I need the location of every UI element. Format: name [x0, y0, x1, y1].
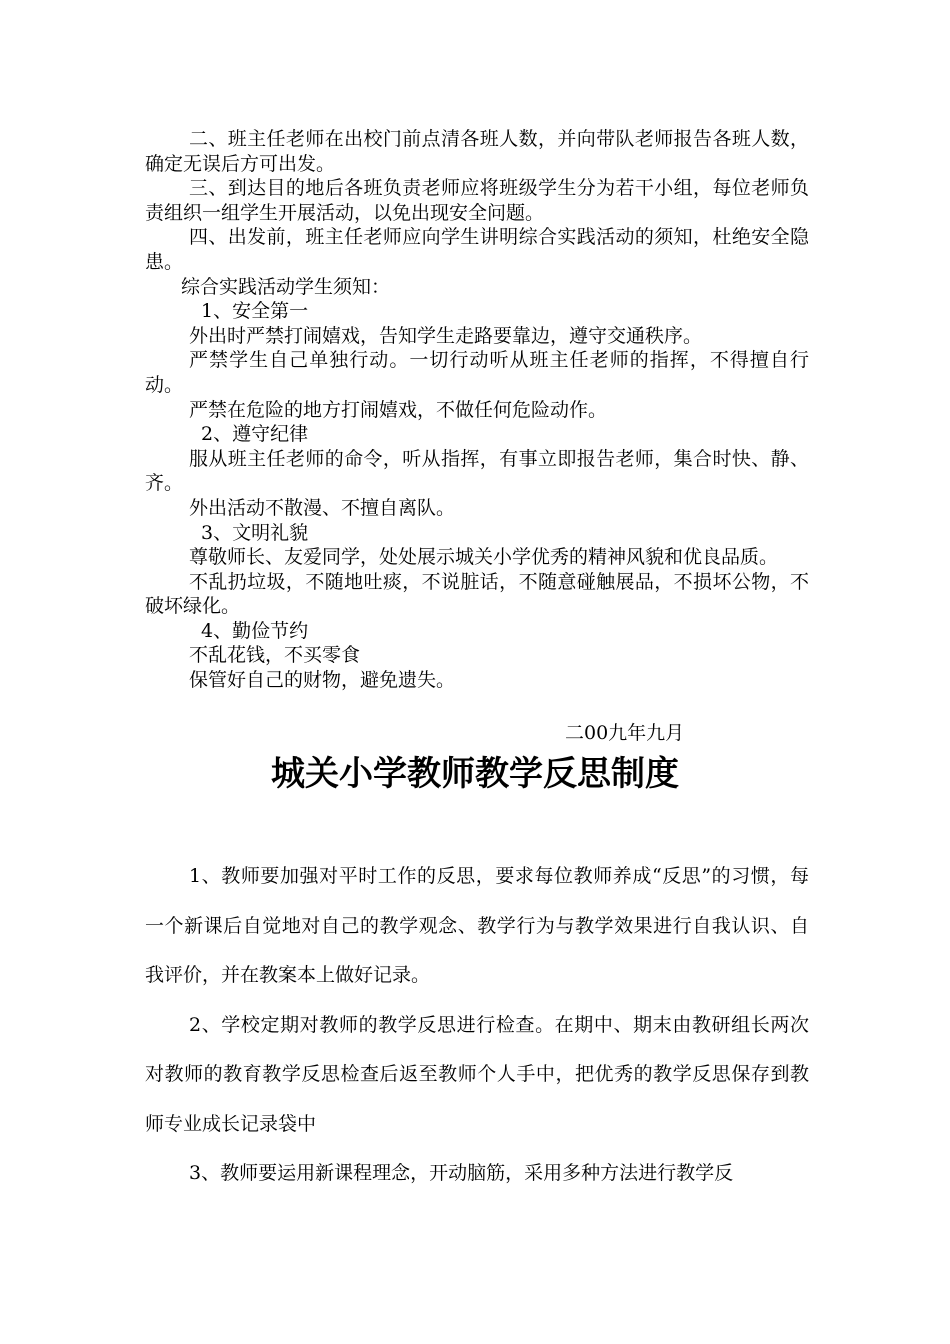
notice-paragraph: 服从班主任老师的命令，听从指挥，有事立即报告老师，集合时快、静、齐。	[145, 447, 809, 495]
student-notice-heading: 综合实践活动学生须知：	[181, 275, 391, 298]
notice-item-heading: 2、遵守纪律	[201, 423, 309, 446]
notice-paragraph: 严禁学生自己单独行动。一切行动听从班主任老师的指挥，不得擅自行动。	[145, 349, 809, 396]
policy-paragraph: 3、教师要运用新课程理念，开动脑筋，采用多种方法进行教学反	[189, 1162, 734, 1184]
policy-body	[145, 852, 809, 1199]
notice-paragraph: 严禁在危险的地方打闹嬉戏，不做任何危险动作。	[189, 398, 608, 421]
policy-paragraph: 2、学校定期对教师的教学反思进行检查。在期中、期末由教研组长两次对教师的教育教学反思检查后返至教师个人手中，把优秀的教学反思保存到教师专业成长记录袋中	[145, 1013, 809, 1135]
notice-paragraph: 四、出发前，班主任老师应向学生讲明综合实践活动的须知，杜绝安全隐患。	[145, 226, 809, 273]
notice-item-heading: 3、文明礼貌	[201, 521, 309, 544]
notice-paragraph: 不乱扔垃圾，不随地吐痰，不说脏话，不随意碰触展品，不损坏公物，不破坏绿化。	[145, 570, 809, 618]
policy-paragraph: 1、教师要加强对平时工作的反思，要求每位教师养成“反思”的习惯，每一个新课后自觉地对自己的教学观念、教学行为与教学效果进行自我认识、自我评价，并在教案本上做好记录。	[145, 865, 809, 986]
notice-item-heading: 1、安全第一	[201, 300, 309, 323]
notice-paragraph: 不乱花钱，不买零食	[189, 644, 361, 667]
notice-paragraph: 尊敬师长、友爱同学，处处展示城关小学优秀的精神风貌和优良品质。	[189, 546, 779, 569]
notice-paragraph: 外出时严禁打闹嬉戏，告知学生走路要靠边，遵守交通秩序。	[189, 324, 703, 347]
policy-title: 城关小学教师教学反思制度	[271, 754, 679, 794]
activity-notice-section	[145, 127, 809, 693]
notice-item-heading: 4、勤俭节约	[201, 619, 309, 642]
notice-paragraph: 外出活动不散漫、不擅自离队。	[189, 496, 456, 519]
notice-paragraph: 三、到达目的地后各班负责老师应将班级学生分为若干小组，每位老师负责组织一组学生开展活动，以免出现安全问题。	[145, 177, 809, 224]
notice-date: 二00九年九月	[565, 722, 685, 744]
notice-paragraph: 保管好自己的财物，避免遗失。	[189, 669, 456, 692]
notice-paragraph: 二、班主任老师在出校门前点清各班人数，并向带队老师报告各班人数，确定无误后方可出发。	[145, 128, 809, 175]
